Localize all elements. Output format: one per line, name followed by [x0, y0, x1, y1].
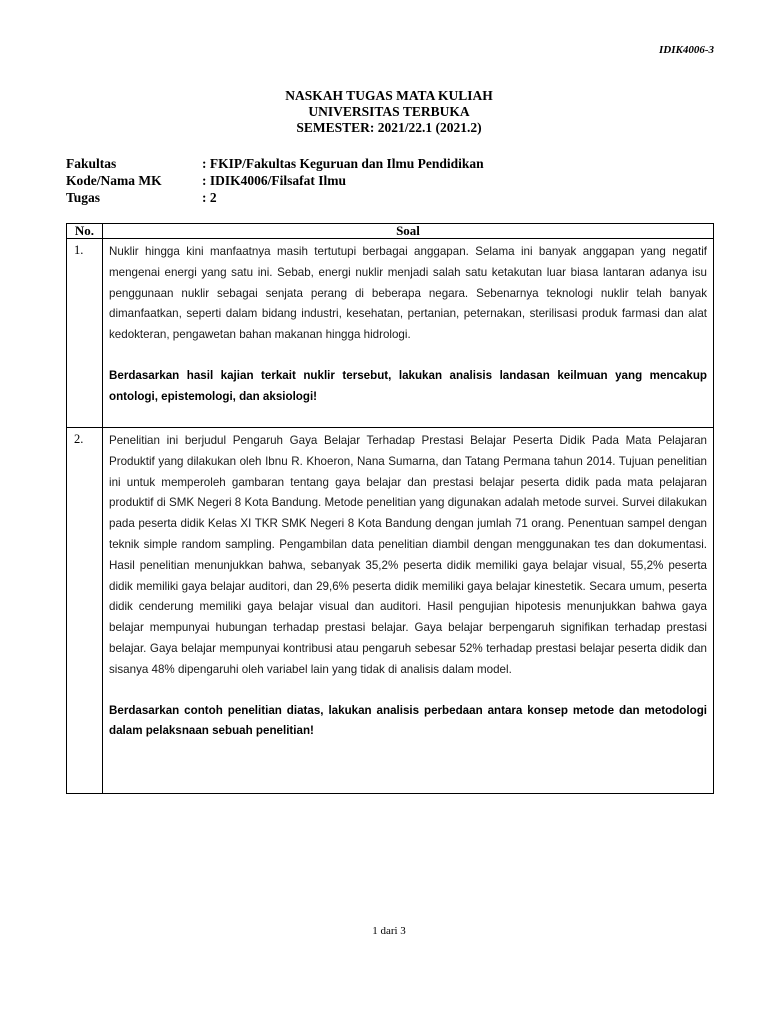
question-task: Berdasarkan hasil kajian terkait nuklir tersebut, lakukan analisis landasan keilmuan yang mencakup ontologi, epistemologi, dan aksiologi!: [109, 368, 707, 403]
kode-label: Kode/Nama MK: [66, 173, 162, 188]
question-cell: [103, 428, 714, 794]
question-cell: [103, 239, 714, 428]
table-row: [67, 428, 714, 794]
document-code: IDIK4006-3: [658, 44, 714, 56]
header-no: No.: [67, 224, 103, 239]
kode-row: [66, 172, 484, 189]
kode-value: : IDIK4006/Filsafat Ilmu: [202, 173, 347, 188]
tugas-value: : 2: [202, 190, 217, 205]
table-row: [67, 239, 714, 428]
questions-table: [66, 223, 714, 794]
header-soal: Soal: [103, 224, 714, 239]
fakultas-row: [66, 155, 484, 172]
title-line-3: SEMESTER: 2021/22.1 (2021.2): [296, 120, 482, 135]
page-number: 1 dari 3: [372, 925, 406, 937]
tugas-label: Tugas: [66, 190, 101, 205]
question-text: Penelitian ini berjudul Pengaruh Gaya Belajar Terhadap Prestasi Belajar Peserta Didik Pada Mata Pelajaran Produktif yang dilakukan oleh Ibnu R. Khoeron, Nana Sumarna, dan Tatang Permana tahun 2014. Tujuan penelitian ini untuk memperoleh gambaran tentang gaya belajar dan prestasi belajar peserta didik pada mata pelajaran produktif di SMK Negeri 8 Kota Bandung. Metode penelitian yang digunakan adalah metode survei. Survei dilakukan pada peserta didik Kelas XI TKR SMK Negeri 8 Kota Bandung dengan jumlah 71 orang. Penentuan sampel dengan teknik simple random sampling. Pengambilan data penelitian diambil dengan menggunakan tes dan dokumentasi. Hasil penelitian menunjukkan bahwa, sebanyak 35,2% peserta didik memiliki gaya belajar visual, 55,2% peserta didik memiliki gaya belajar auditori, dan 29,6% peserta didik memiliki gaya belajar kinestetik. Secara umum, peserta didik cenderung memiliki gaya belajar visual dan auditori. Hasil pengujian hipotesis menunjukkan bahwa gaya belajar mempunyai hubungan terhadap prestasi belajar. Gaya belajar berpengaruh signifikan terhadap prestasi belajar. Gaya belajar mempunyai kontribusi atau pengaruh sebesar 52% terhadap prestasi belajar peserta didik dan sisanya 48% dipengaruhi oleh variabel lain yang tidak di analisis dalam model.: [109, 434, 707, 676]
question-number: 2.: [67, 428, 103, 794]
question-number: 1.: [67, 239, 103, 428]
question-task: Berdasarkan contoh penelitian diatas, lakukan analisis perbedaan antara konsep metode dan metodologi dalam pelaksnaan sebuah penelitian!: [109, 703, 707, 738]
fakultas-value: : FKIP/Fakultas Keguruan dan Ilmu Pendidikan: [202, 156, 484, 171]
document-title: [0, 88, 768, 136]
question-text: Nuklir hingga kini manfaatnya masih tertutupi berbagai anggapan. Selama ini banyak anggapan yang negatif mengenai energi yang satu ini. Sebab, energi nuklir menjadi salah satu ketakutan luar biasa lantaran adanya isu penggunaan nuklir sebagai senjata perang di beberapa negara. Sebenarnya teknologi nuklir telah banyak dimanfaatkan, seperti dalam bidang industri, kesehatan, pertanian, peternakan, sterilisasi produk farmasi dan alat kedokteran, pengawetan bahan makanan hingga hidrologi.: [109, 245, 707, 342]
course-info: [66, 155, 484, 206]
table-header-row: [67, 224, 714, 239]
title-line-1: NASKAH TUGAS MATA KULIAH: [285, 88, 493, 103]
tugas-row: [66, 189, 484, 206]
fakultas-label: Fakultas: [66, 156, 117, 171]
title-line-2: UNIVERSITAS TERBUKA: [308, 104, 470, 119]
